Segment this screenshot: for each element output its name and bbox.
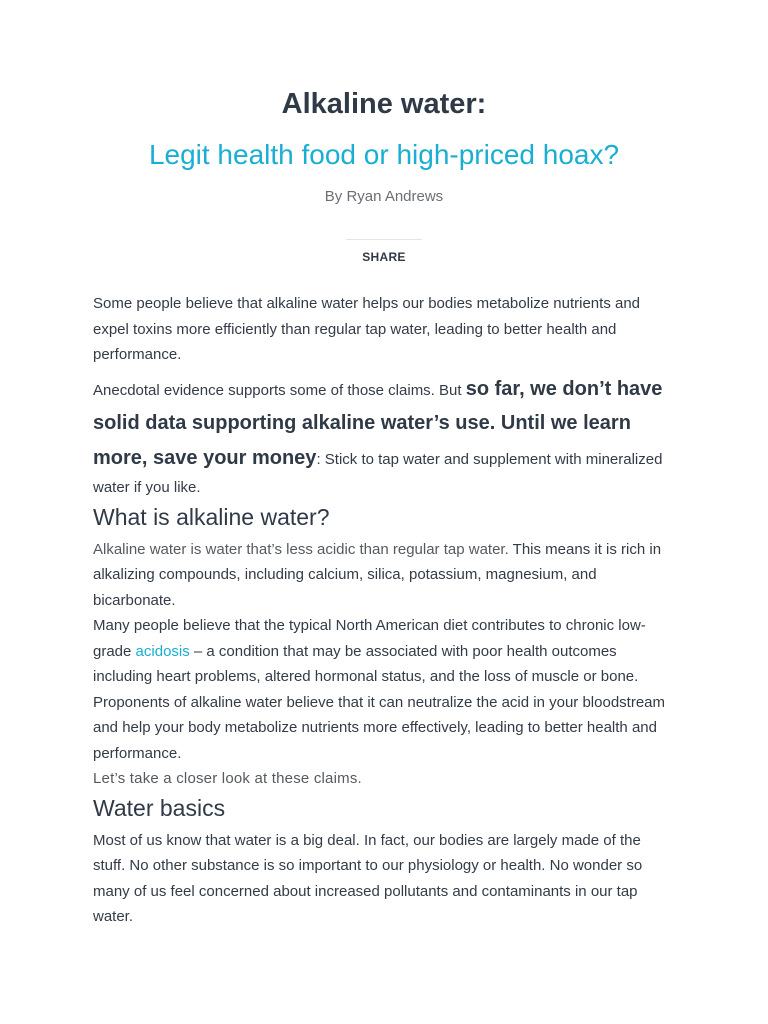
- share-button[interactable]: SHARE: [362, 250, 406, 264]
- definition-tail: This means it is rich in alkalizing compounds, including calcium, silica, potassium, magnesium, and bicarbonate.: [93, 540, 662, 609]
- closer-look-paragraph: Let’s take a closer look at these claims.: [93, 770, 362, 787]
- author-byline: By Ryan Andrews: [324, 188, 444, 205]
- intro-paragraph: Some people believe that alkaline water helps our bodies metabolize nutrients and expel toxins more efficiently than regular tap water, leading to better health and performance.: [93, 295, 641, 363]
- acidosis-paragraph: [93, 613, 673, 690]
- takeaway-emphasis: so far, we don’t have solid data supporting alkaline water’s use. Until we learn more, save your money: [93, 377, 663, 469]
- definition-lead: Alkaline water is water that’s less acidic than regular tap water.: [93, 540, 509, 558]
- article-title: Alkaline water:: [281, 88, 487, 120]
- acidosis-tail: – a condition that may be associated with poor health outcomes including heart problems, altered hormonal status, and the loss of muscle or bone.: [93, 642, 639, 685]
- acidosis-lead: Many people believe that the typical North American diet contributes to chronic low-grade: [93, 617, 646, 660]
- proponents-paragraph: Proponents of alkaline water believe that it can neutralize the acid in your bloodstream and help your body metabolize nutrients more effectively, leading to better health and performance.: [93, 693, 665, 762]
- water-basics-paragraph: Most of us know that water is a big deal. In fact, our bodies are largely made of the stuff. No other substance is so important to our physiology or health. No wonder so many of us feel concerned about increased pollutants and contaminants in our tap water.: [93, 831, 643, 925]
- article-body: [93, 291, 673, 930]
- share-divider: [346, 239, 422, 240]
- acidosis-link[interactable]: acidosis: [135, 642, 190, 660]
- takeaway-tail: : Stick to tap water and supplement with mineralized water if you like.: [93, 450, 663, 496]
- takeaway-lead: Anecdotal evidence supports some of those claims. But: [93, 381, 466, 399]
- definition-paragraph: [93, 537, 673, 614]
- key-takeaway-paragraph: [93, 372, 673, 501]
- article-subtitle: Legit health food or high-priced hoax?: [148, 139, 620, 170]
- section-heading-water-basics: Water basics: [93, 794, 226, 821]
- section-heading-what-is: What is alkaline water?: [93, 503, 330, 530]
